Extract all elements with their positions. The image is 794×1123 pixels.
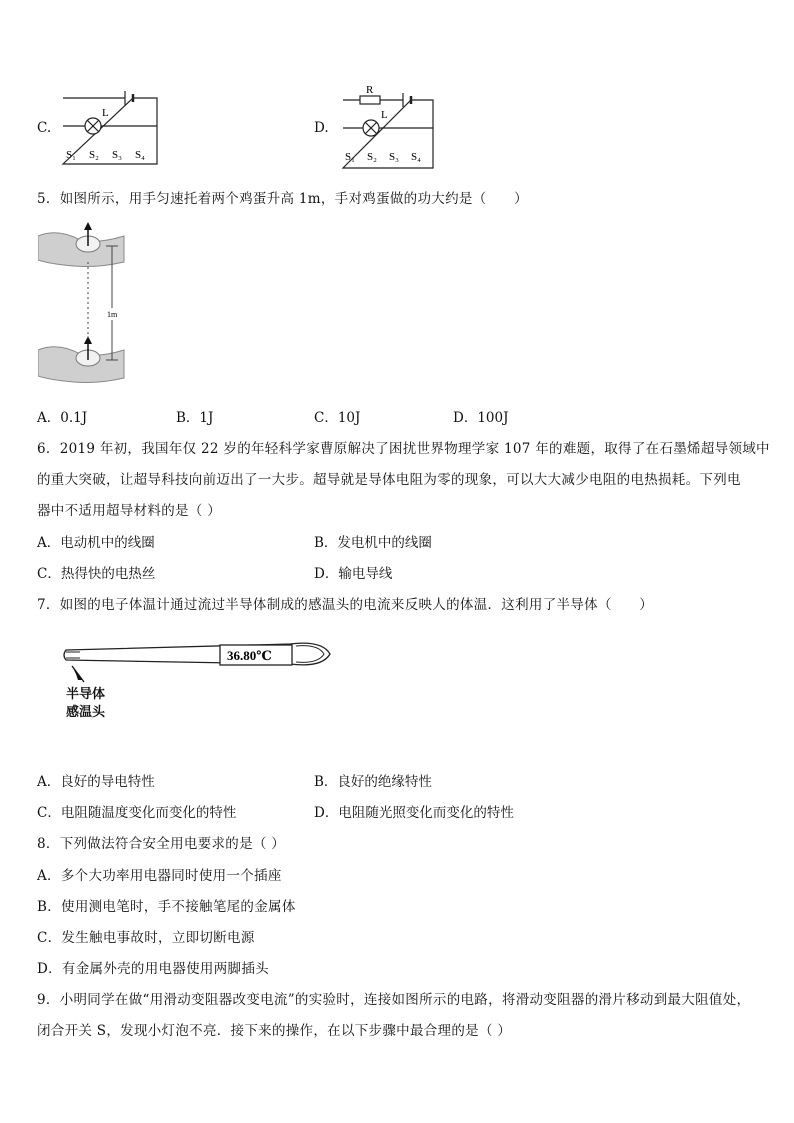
switch-label: S₂	[367, 151, 377, 163]
question-6-line-3: 器中不适用超导材料的是（ ）	[37, 503, 221, 519]
switch-label: S₁	[66, 149, 76, 161]
option-d: D．100J	[453, 410, 509, 426]
option-c-label: C.	[37, 120, 52, 136]
option-d: D．输电导线	[314, 566, 393, 582]
option-c: C．发生触电事故时，立即切断电源	[37, 930, 255, 946]
question-9-line-2: 闭合开关 S，发现小灯泡不亮．接下来的操作，在以下步骤中最合理的是（ ）	[37, 1023, 512, 1039]
switch-label: S₃	[389, 151, 399, 163]
thermometer-display: 36.80℃	[227, 648, 272, 663]
question-5-stem: 5．如图所示，用手匀速托着两个鸡蛋升高 1m，手对鸡蛋做的功大约是（ ）	[37, 191, 528, 207]
circuit-diagram-d	[335, 84, 445, 174]
option-c: C．电阻随温度变化而变化的特性	[37, 805, 237, 821]
sensor-label-line-1: 半导体	[66, 687, 106, 702]
thermometer-figure	[60, 634, 340, 684]
lamp-label: L	[381, 109, 388, 121]
option-b: B．使用测电笔时，手不接触笔尾的金属体	[37, 899, 296, 915]
circuit-diagram-c	[55, 88, 165, 170]
switch-label: S₂	[89, 149, 99, 161]
option-d: D．有金属外壳的用电器使用两脚插头	[37, 961, 269, 977]
question-9-line-1: 9．小明同学在做“用滑动变阻器改变电流”的实验时，连接如图所示的电路，将滑动变阻器的滑片移动到最大阻值处，	[37, 992, 751, 1008]
option-a: A．多个大功率用电器同时使用一个插座	[37, 868, 282, 884]
option-a: A．0.1J	[37, 410, 88, 426]
question-7-stem: 7．如图的电子体温计通过流过半导体制成的感温头的电流来反映人的体温．这利用了半导体（ ）	[37, 597, 654, 613]
switch-label: S₄	[135, 149, 145, 161]
question-6-line-1: 6．2019 年初，我国年仅 22 岁的年轻科学家曹原解决了困扰世界物理学家 107 年的难题，取得了在石墨烯超导领域中	[37, 441, 770, 457]
lamp-label: L	[102, 107, 109, 119]
option-b: B．良好的绝缘特性	[314, 774, 432, 790]
option-d: D．电阻随光照变化而变化的特性	[314, 805, 514, 821]
switch-label: S₄	[411, 151, 421, 163]
resistor-label: R	[366, 84, 374, 96]
option-a: A．良好的导电特性	[37, 774, 155, 790]
height-label: 1m	[107, 310, 118, 319]
question-8-stem: 8．下列做法符合安全用电要求的是（ ）	[37, 836, 286, 852]
egg-lifting-figure	[38, 222, 128, 387]
question-6-line-2: 的重大突破，让超导科技向前迈出了一大步。超导就是导体电阻为零的现象，可以大大减少电阻的电热损耗。下列电	[37, 472, 741, 488]
option-b: B．1J	[176, 410, 214, 426]
switch-label: S₃	[112, 149, 122, 161]
option-b: B．发电机中的线圈	[314, 535, 432, 551]
switch-label: S₁	[345, 151, 355, 163]
sensor-label-line-2: 感温头	[66, 705, 106, 720]
option-c: C．10J	[314, 410, 361, 426]
option-c: C．热得快的电热丝	[37, 566, 156, 582]
option-d-label: D.	[314, 120, 329, 136]
option-a: A．电动机中的线圈	[37, 535, 155, 551]
